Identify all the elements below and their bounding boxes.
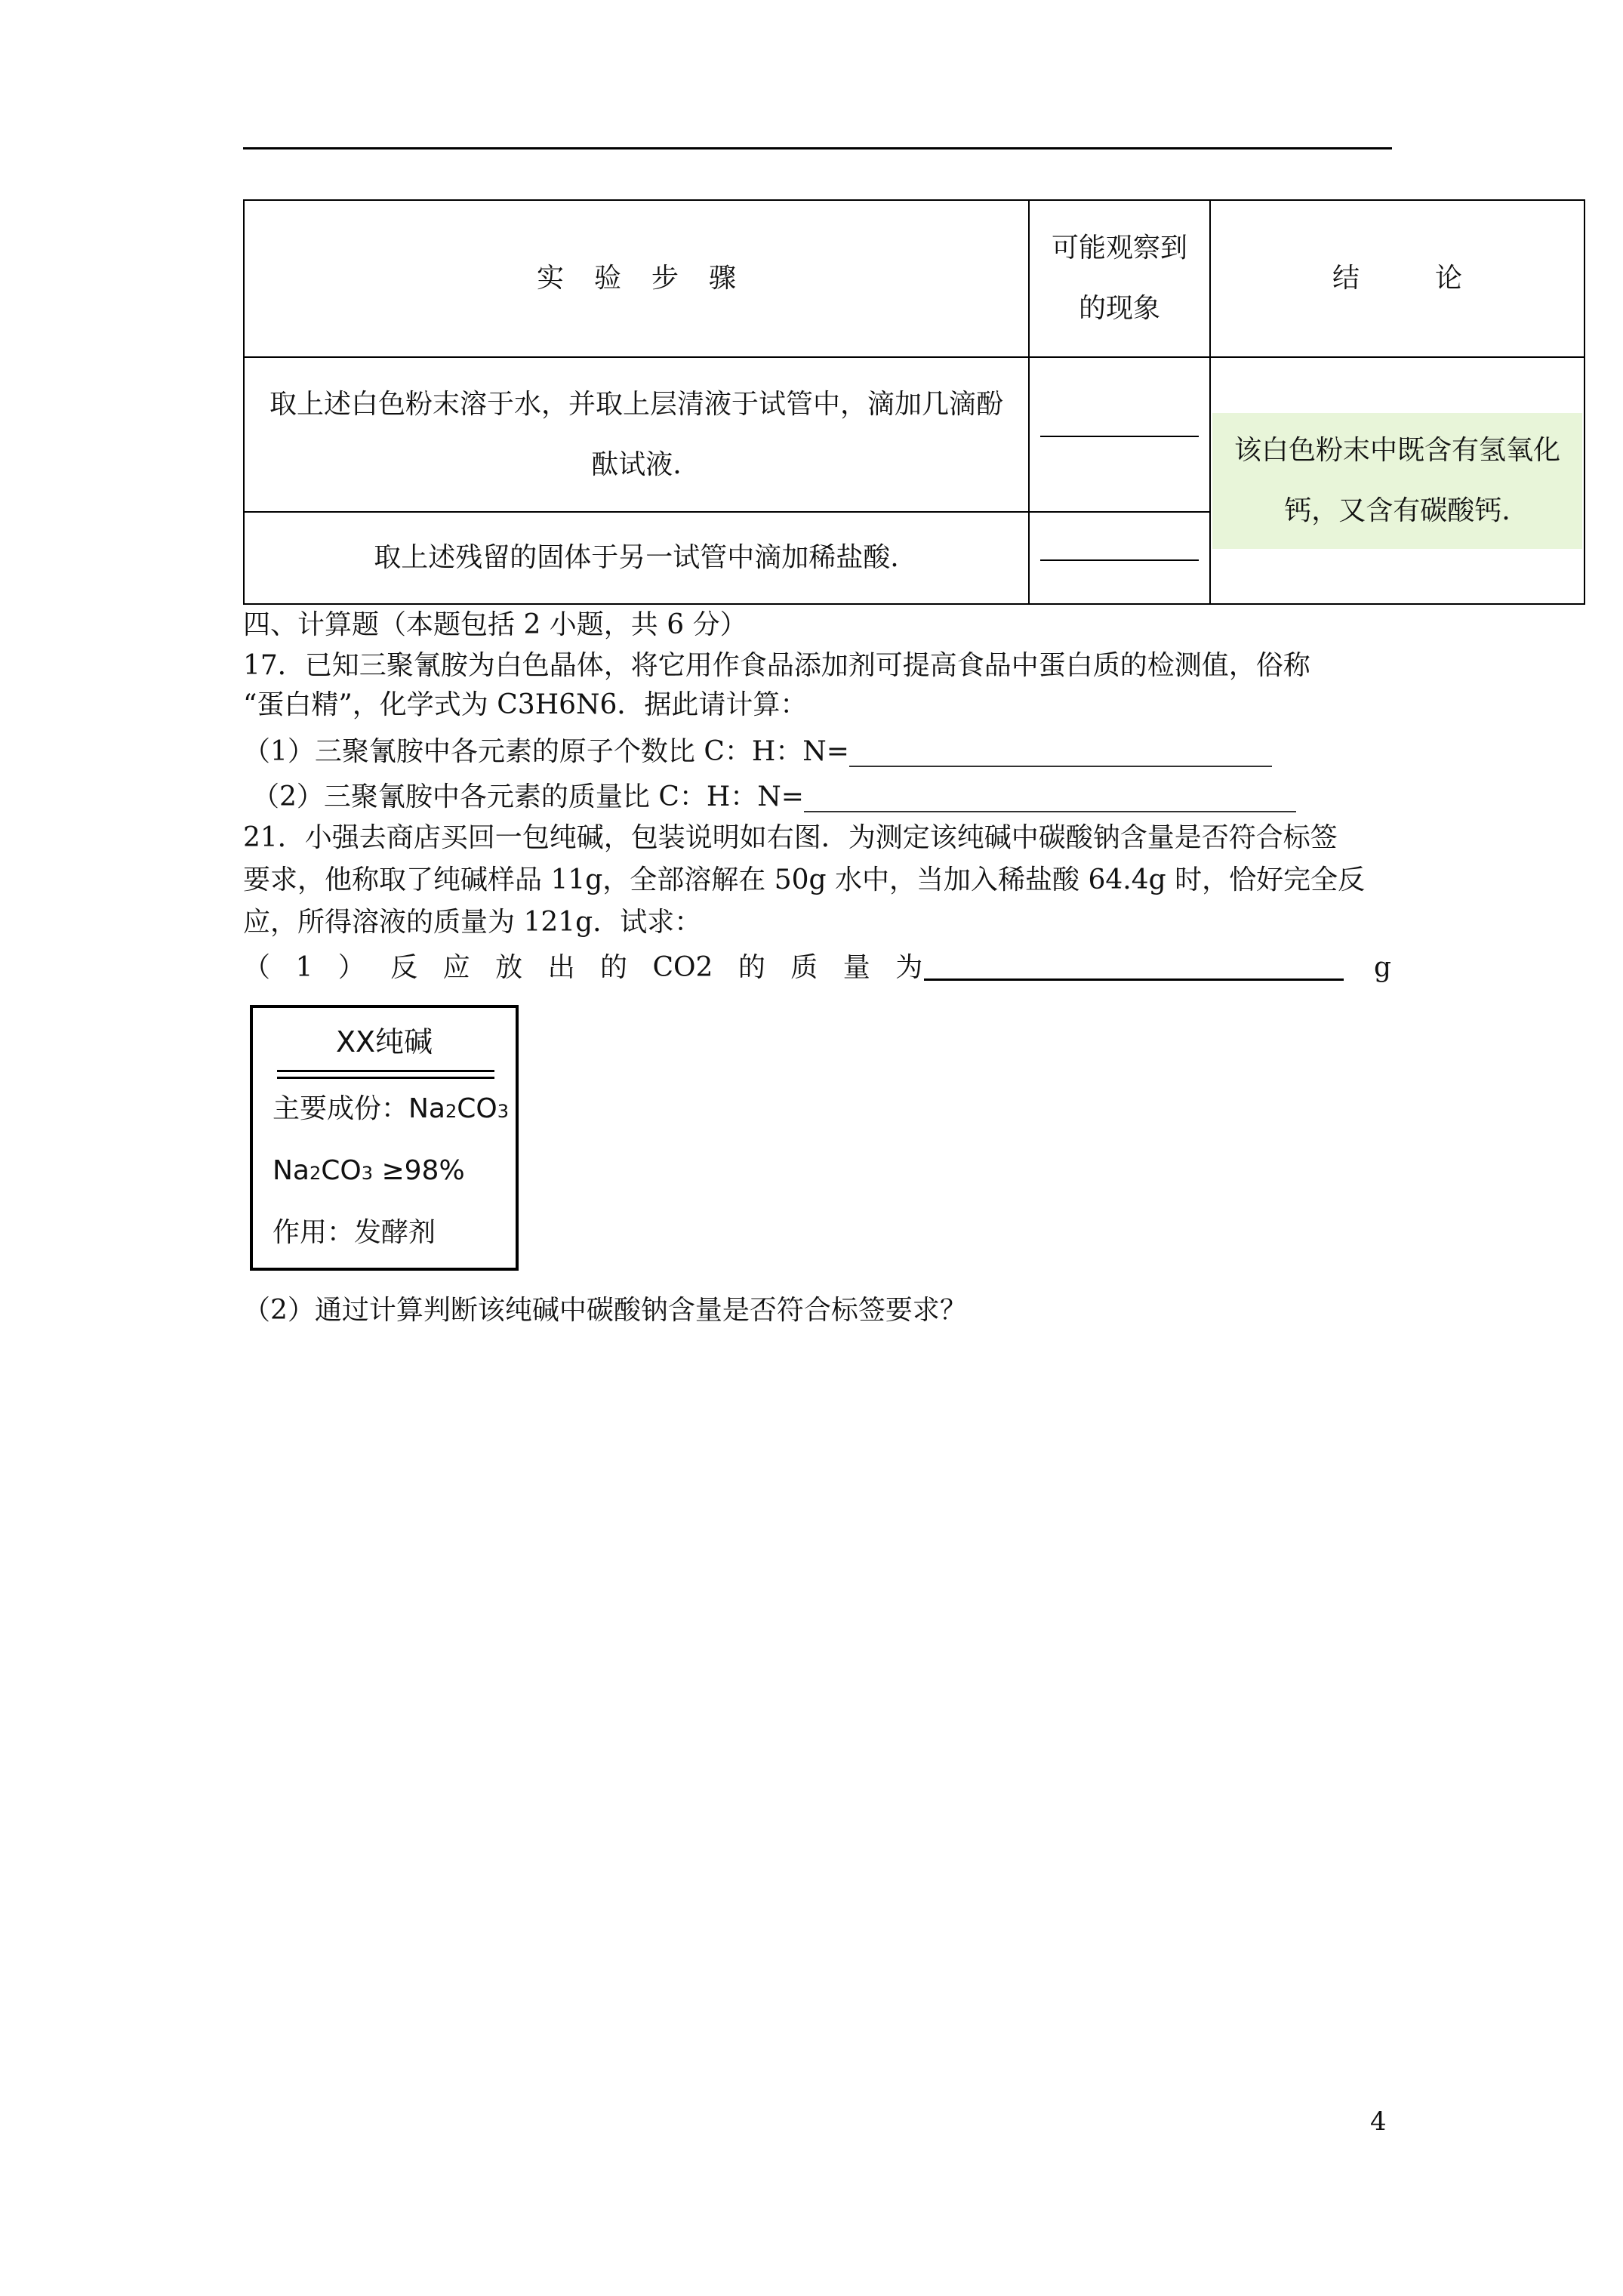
conclusion-cell: [1210, 357, 1585, 604]
label-rule: [277, 1077, 494, 1079]
q17-part2: （2）三聚氰胺中各元素的质量比 C：H：N=: [252, 782, 1296, 812]
step-cell: 取上述白色粉末溶于水，并取上层清液于试管中，滴加几滴酚 酞试液.: [244, 357, 1029, 512]
label-title: XX纯碱: [335, 1025, 433, 1059]
header-conclusion: 结论: [1210, 200, 1585, 357]
observe-blank[interactable]: [1029, 512, 1210, 604]
page-number: 4: [1370, 2106, 1387, 2137]
section-title: 四、计算题（本题包括 2 小题，共 6 分）: [243, 609, 747, 640]
label-usage: 作用：发酵剂: [273, 1217, 436, 1248]
label-main-component: 主要成份：Na2CO3: [273, 1093, 510, 1124]
q21-part2: （2）通过计算判断该纯碱中碳酸钠含量是否符合标签要求？: [243, 1295, 967, 1326]
header-rule: [243, 147, 1392, 149]
header-step: 实验步骤: [244, 200, 1029, 357]
q17-line2: “蛋白精”，化学式为 C3H6N6．据此请计算：: [243, 689, 808, 720]
q17-part1: （1）三聚氰胺中各元素的原子个数比 C：H：N=: [243, 737, 1272, 767]
answer-blank[interactable]: [849, 740, 1272, 767]
header-observe: 可能观察到 的现象: [1029, 200, 1210, 357]
q21-line3: 应，所得溶液的质量为 121g．试求：: [243, 907, 702, 938]
observe-blank[interactable]: [1029, 357, 1210, 512]
q21-line1: 21．小强去商店买回一包纯碱，包装说明如右图．为测定该纯碱中碳酸钠含量是否符合标签: [243, 822, 1338, 853]
table-header-row: [244, 200, 1585, 357]
q21-line2: 要求，他称取了纯碱样品 11g，全部溶解在 50g 水中，当加入稀盐酸 64.4g 时，恰好完全反: [243, 864, 1366, 895]
experiment-table: [243, 199, 1585, 605]
q17-line1: 17．已知三聚氰胺为白色晶体，将它用作食品添加剂可提高食品中蛋白质的检测值，俗称: [243, 650, 1310, 681]
conclusion-highlight: 该白色粉末中既含有氢氧化 钙，又含有碳酸钙.: [1212, 413, 1582, 549]
step-cell: 取上述残留的固体于另一试管中滴加稀盐酸.: [244, 512, 1029, 604]
product-label: [250, 1005, 519, 1271]
table-row: [244, 357, 1585, 512]
label-purity: Na2CO3 ≥98%: [273, 1155, 465, 1186]
label-rule: [277, 1070, 494, 1072]
q21-part1: （ 1 ） 反 应 放 出 的 CO2 的 质 量 为 g: [243, 952, 1392, 983]
answer-blank[interactable]: [924, 953, 1344, 981]
answer-blank[interactable]: [804, 785, 1296, 812]
